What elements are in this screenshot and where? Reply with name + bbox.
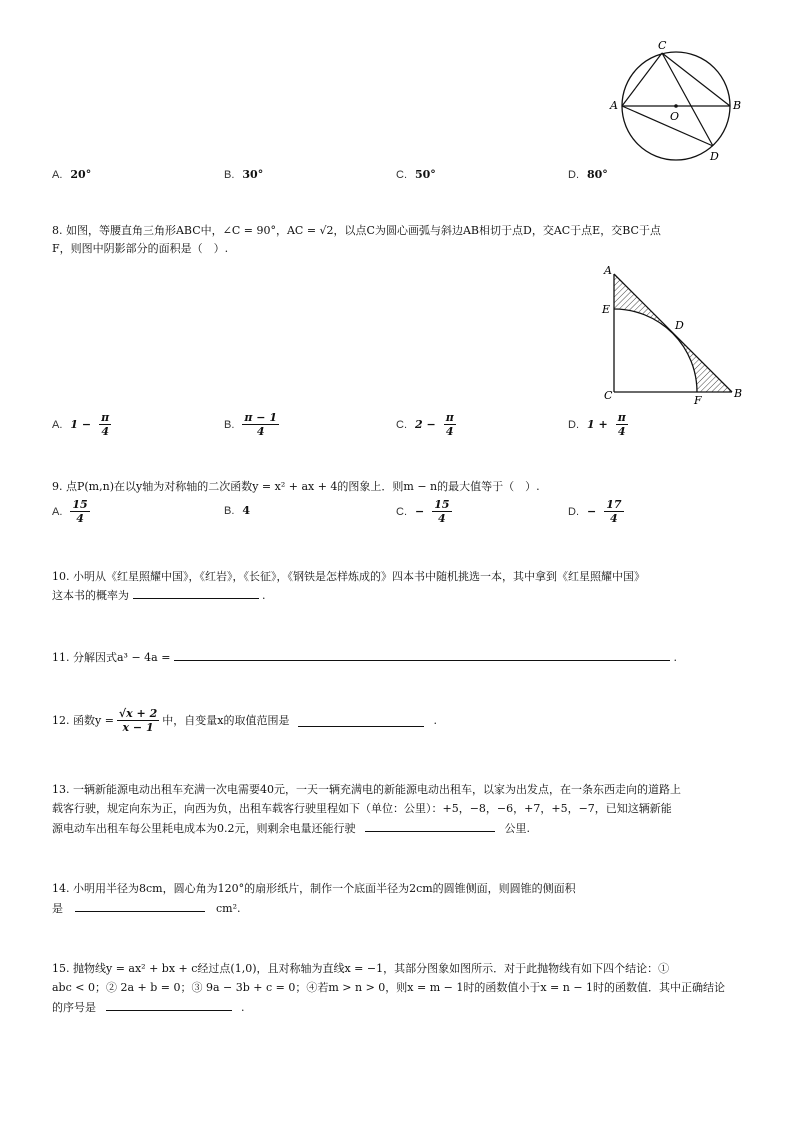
- q7-label-c: C: [658, 39, 667, 52]
- q8-label-a: A: [604, 264, 612, 277]
- q8-arc-ef: [614, 309, 697, 392]
- fraction-denominator: 4: [76, 512, 84, 525]
- q7-segment-ac: [622, 53, 662, 106]
- option-letter: D.: [568, 168, 579, 181]
- fraction-numerator: π − 1: [244, 411, 277, 424]
- q13-line3-end: 公里.: [504, 822, 530, 835]
- q15-stem-line3: [52, 998, 245, 1016]
- option-letter: C.: [396, 168, 407, 181]
- option-prefix: 2 −: [415, 418, 436, 431]
- option-letter: D.: [568, 505, 579, 518]
- q9-option-a[interactable]: [52, 498, 90, 525]
- option-fraction: [242, 411, 279, 438]
- q12-function-fraction: [117, 707, 159, 734]
- option-prefix: −: [587, 505, 597, 518]
- q8-label-c: C: [604, 389, 613, 402]
- q7-segment-cb: [662, 53, 730, 106]
- q7-label-a: A: [610, 99, 618, 112]
- option-letter: C.: [396, 505, 407, 518]
- q11-end: .: [673, 651, 677, 664]
- q12-stem: [52, 707, 437, 734]
- q13-line3-text: 源电动车出租车每公里耗电成本为0.2元，则剩余电量还能行驶: [52, 822, 356, 835]
- option-fraction: [444, 411, 456, 438]
- option-value: 30°: [242, 168, 264, 181]
- fraction-numerator: π: [445, 411, 454, 424]
- option-letter: C.: [396, 418, 407, 431]
- option-fraction: [432, 498, 451, 525]
- q14-stem-line2: [52, 899, 241, 917]
- q7-option-b[interactable]: [224, 168, 263, 181]
- q14-answer-blank[interactable]: [75, 899, 205, 912]
- q13-answer-blank[interactable]: [365, 819, 495, 832]
- q9-option-d[interactable]: [568, 498, 624, 525]
- q7-option-c[interactable]: [396, 168, 436, 181]
- option-letter: A.: [52, 418, 63, 431]
- q11-answer-blank[interactable]: [174, 648, 670, 661]
- q8-option-a[interactable]: [52, 411, 111, 438]
- fraction-denominator: 4: [610, 512, 618, 525]
- fraction-numerator: π: [101, 411, 110, 424]
- option-value: 20°: [70, 168, 92, 181]
- fraction-numerator: π: [617, 411, 626, 424]
- q10-stem-line2: [52, 586, 266, 604]
- fraction-denominator: 4: [256, 425, 265, 438]
- q8-triangle-figure: [598, 262, 748, 407]
- q7-center-dot: [674, 104, 678, 108]
- q7-segment-cd: [662, 53, 713, 146]
- q8-label-e: E: [602, 303, 611, 316]
- option-letter: B.: [224, 504, 235, 517]
- fraction-denominator: 4: [445, 425, 454, 438]
- fraction-numerator: √x + 2: [118, 707, 158, 720]
- fraction-numerator: 15: [434, 498, 450, 511]
- q13-stem-line1: 13. 一辆新能源电动出租车充满一次电需要40元，一天一辆充满电的新能源电动出租车，以家为出发点，在一条东西走向的道路上: [52, 783, 681, 796]
- q9-stem: 9. 点P(m,n)在以y轴为对称轴的二次函数y = x² + ax + 4的图象上．则m − n的最大值等于（ ）.: [52, 480, 540, 493]
- option-fraction: [99, 411, 111, 438]
- q10-line2-text: 这本书的概率为: [52, 589, 129, 602]
- q12-text-pre: 12. 函数y =: [52, 714, 114, 727]
- q7-segment-ad: [622, 106, 713, 146]
- option-value: 4: [242, 504, 251, 517]
- option-prefix: 1 +: [587, 418, 608, 431]
- q8-label-d: D: [675, 319, 684, 332]
- fraction-denominator: 4: [438, 512, 446, 525]
- q15-line3-end: .: [241, 1001, 245, 1014]
- q7-label-b: B: [733, 99, 742, 112]
- option-fraction: [604, 498, 623, 525]
- fraction-numerator: 15: [72, 498, 88, 511]
- q7-label-o: O: [670, 110, 680, 123]
- fraction-denominator: x − 1: [122, 721, 154, 734]
- option-letter: B.: [224, 418, 235, 431]
- q7-label-d: D: [710, 150, 719, 163]
- fraction-denominator: 4: [617, 425, 626, 438]
- q14-stem-line1: 14. 小明用半径为8cm，圆心角为120°的扇形纸片，制作一个底面半径为2cm的圆锥侧面，则圆锥的侧面积: [52, 882, 576, 895]
- q12-end: .: [433, 714, 437, 727]
- q10-answer-blank[interactable]: [133, 586, 259, 599]
- option-fraction: [70, 498, 89, 525]
- q8-stem-line2: F，则图中阴影部分的面积是（ ）.: [52, 242, 229, 255]
- q11-text: 11. 分解因式a³ − 4a =: [52, 651, 171, 664]
- option-prefix: −: [415, 505, 425, 518]
- q11-stem: [52, 648, 677, 666]
- q9-option-b[interactable]: [224, 504, 250, 517]
- option-fraction: [616, 411, 628, 438]
- q10-line2-end: .: [262, 589, 266, 602]
- q9-option-c[interactable]: [396, 498, 452, 525]
- q14-line2-end: cm².: [216, 902, 241, 915]
- option-value: 80°: [587, 168, 608, 181]
- q8-label-b: B: [734, 387, 743, 400]
- q8-stem-line1: 8. 如图，等腰直角三角形ABC中，∠C = 90°，AC = √2，以点C为圆心画弧与斜边AB相切于点D，交AC于点E，交BC于点: [52, 224, 661, 237]
- option-letter: B.: [224, 168, 235, 181]
- q12-text-mid: 中，自变量x的取值范围是: [162, 714, 290, 727]
- fraction-denominator: 4: [101, 425, 109, 438]
- q15-line3-text: 的序号是: [52, 1001, 96, 1014]
- q15-stem-line1: 15. 抛物线y = ax² + bx + c经过点(1,0)，且对称轴为直线x = −1，其部分图象如图所示．对于此抛物线有如下四个结论：①: [52, 962, 670, 975]
- q7-option-d[interactable]: [568, 168, 608, 181]
- option-letter: A.: [52, 505, 63, 518]
- option-value: 50°: [415, 168, 436, 181]
- q7-option-a[interactable]: [52, 168, 91, 181]
- q7-circle-figure: [600, 36, 760, 166]
- q15-stem-line2: abc < 0；② 2a + b = 0；③ 9a − 3b + c = 0；④若m > n > 0，则x = m − 1时的函数值小于x = n − 1时的函数值．其中正确结论: [52, 981, 726, 994]
- q10-stem-line1: 10. 小明从《红星照耀中国》，《红岩》，《长征》，《钢铁是怎样炼成的》四本书中随机挑选一本，其中拿到《红星照耀中国》: [52, 570, 645, 583]
- q8-label-f: F: [694, 394, 702, 407]
- option-letter: D.: [568, 418, 579, 431]
- q8-option-c[interactable]: [396, 411, 456, 438]
- option-prefix: 1 −: [70, 418, 92, 431]
- q15-answer-blank[interactable]: [106, 998, 232, 1011]
- q13-stem-line3: [52, 819, 530, 837]
- q12-answer-blank[interactable]: [298, 714, 424, 727]
- q13-stem-line2: 载客行驶，规定向东为正，向西为负，出租车载客行驶里程如下（单位：公里）：+5，−8，−6，+7，+5，−7，已知这辆新能: [52, 802, 672, 815]
- fraction-numerator: 17: [606, 498, 622, 511]
- q14-line2-text: 是: [52, 902, 63, 915]
- q8-option-b[interactable]: [224, 411, 279, 438]
- q8-option-d[interactable]: [568, 411, 628, 438]
- option-letter: A.: [52, 168, 63, 181]
